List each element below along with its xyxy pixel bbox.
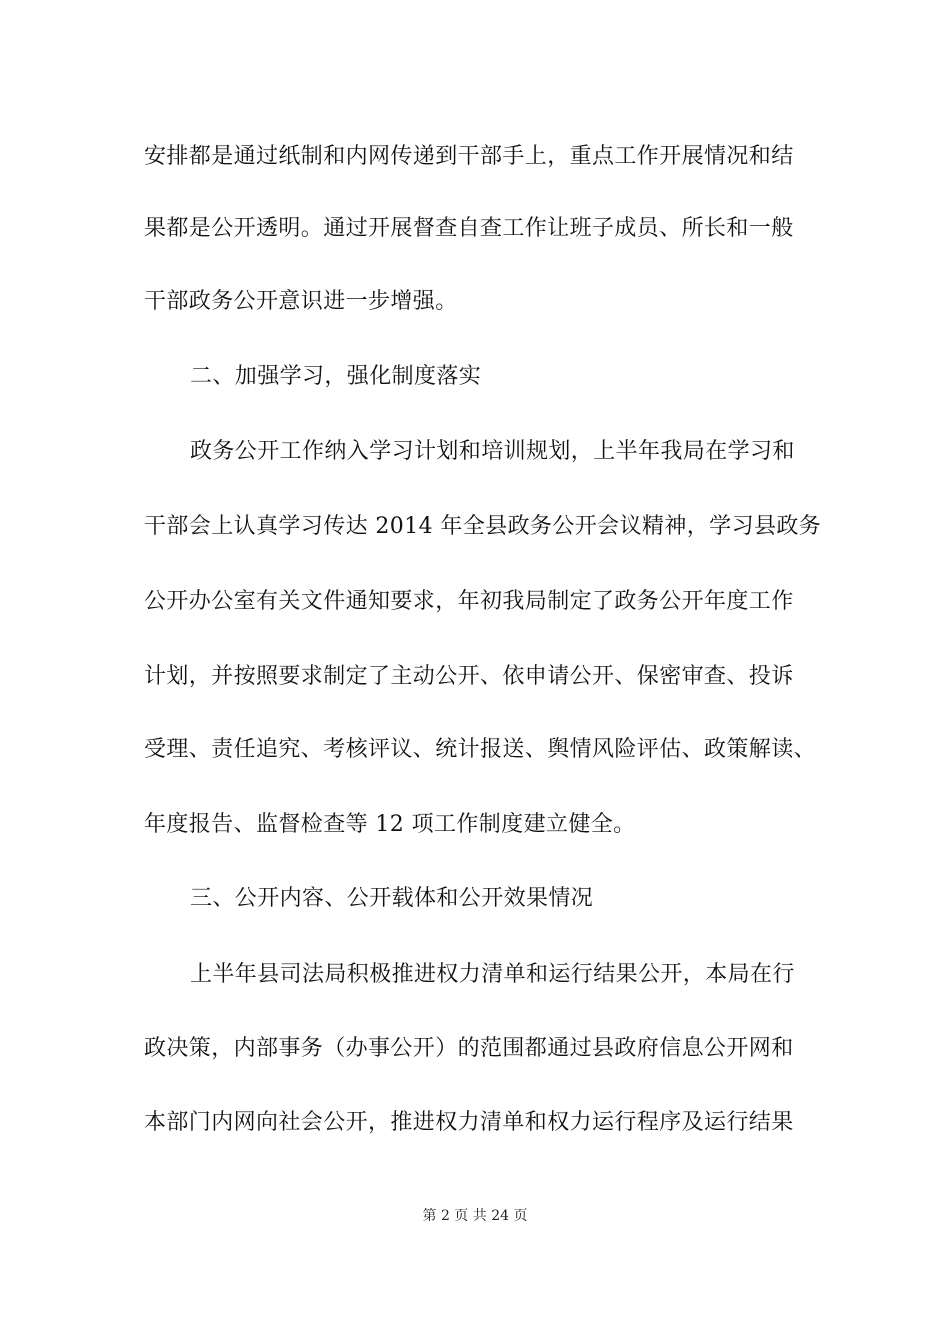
body-line-1: 安排都是通过纸制和内网传递到干部手上，重点工作开展情况和结 bbox=[144, 144, 794, 169]
section-heading-3: 三、公开内容、公开载体和公开效果情况 bbox=[190, 886, 594, 911]
body-line-12: 上半年县司法局积极推进权力清单和运行结果公开，本局在行 bbox=[190, 962, 795, 987]
section-heading-2: 二、加强学习，强化制度落实 bbox=[190, 364, 482, 389]
body-line-3: 干部政务公开意识进一步增强。 bbox=[144, 289, 458, 314]
body-line-14: 本部门内网向社会公开，推进权力清单和权力运行程序及运行结果 bbox=[144, 1110, 794, 1135]
body-line-6: 干部会上认真学习传达 2014 年全县政务公开会议精神，学习县政务 bbox=[144, 514, 822, 539]
body-line-13: 政决策，内部事务（办事公开）的范围都通过县政府信息公开网和 bbox=[144, 1036, 794, 1061]
body-line-2: 果都是公开透明。通过开展督查自查工作让班子成员、所长和一般 bbox=[144, 216, 794, 241]
page-number-footer: 第 2 页 共 24 页 bbox=[422, 1208, 528, 1224]
body-line-5: 政务公开工作纳入学习计划和培训规划，上半年我局在学习和 bbox=[190, 439, 795, 464]
body-line-7: 公开办公室有关文件通知要求，年初我局制定了政务公开年度工作 bbox=[144, 589, 794, 614]
body-line-10: 年度报告、监督检查等 12 项工作制度建立健全。 bbox=[144, 812, 636, 837]
body-line-9: 受理、责任追究、考核评议、统计报送、舆情风险评估、政策解读、 bbox=[144, 737, 817, 762]
body-line-8: 计划，并按照要求制定了主动公开、依申请公开、保密审查、投诉 bbox=[144, 664, 794, 689]
